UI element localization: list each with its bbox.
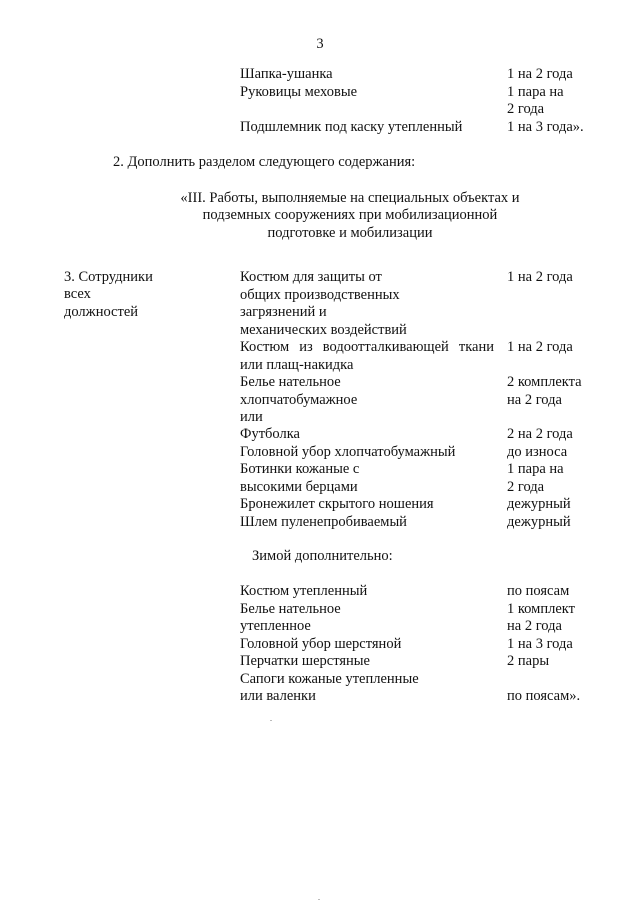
item-norm: на 2 года [507, 392, 562, 408]
item-name: Перчатки шерстяные [240, 653, 370, 669]
instruction-text: 2. Дополнить разделом следующего содержания: [113, 154, 416, 170]
page-number: 3 [316, 36, 324, 52]
item-norm: 2 на 2 года [507, 426, 573, 442]
item-name: загрязнений и [240, 304, 327, 320]
item-name: Головной убор хлопчатобумажный [240, 444, 456, 460]
item-name: Подшлемник под каску утепленный [240, 119, 463, 135]
item-norm: до износа [507, 444, 568, 460]
item-name: Шлем пуленепробиваемый [240, 514, 407, 530]
item-norm: 2 комплекта [507, 374, 582, 390]
item-norm: на 2 года [507, 618, 562, 634]
item-norm: 1 на 2 года [507, 269, 573, 285]
scan-speck [270, 720, 272, 721]
item-norm: 1 пара на [507, 461, 564, 477]
item-norm: 1 пара на [507, 84, 564, 100]
item-norm: 1 комплект [507, 601, 575, 617]
item-norm: 1 на 3 года [507, 636, 573, 652]
item-name: Руковицы меховые [240, 84, 357, 100]
item-name: Бронежилет скрытого ношения [240, 496, 434, 512]
category-line: всех [64, 286, 91, 303]
section-title [140, 190, 560, 242]
item-name-justified: Костюм из водоотталкивающей ткани [240, 339, 494, 355]
item-name: Сапоги кожаные утепленные [240, 671, 419, 687]
item-norm: дежурный [507, 496, 571, 512]
item-norm: по поясам». [507, 688, 581, 704]
item-name: утепленное [240, 618, 311, 634]
item-name: общих производственных [240, 287, 400, 303]
item-name: Костюм утепленный [240, 583, 368, 599]
item-name [240, 339, 494, 356]
item-norm: 1 на 3 года». [507, 119, 584, 135]
category-line: 3. Сотрудники [64, 269, 153, 285]
item-name: механических воздействий [240, 322, 407, 338]
item-name: Шапка-ушанка [240, 66, 333, 82]
item-name: Белье нательное [240, 374, 341, 390]
item-norm: дежурный [507, 514, 571, 530]
section-title-line: подземных сооружениях при мобилизационной [202, 207, 498, 224]
winter-heading: Зимой дополнительно: [252, 548, 393, 564]
item-name: высокими берцами [240, 479, 358, 495]
item-norm: 2 года [507, 479, 545, 495]
item-norm: 2 года [507, 101, 545, 117]
category-line: должностей [64, 303, 139, 320]
item-name: или [240, 409, 263, 425]
item-name: или валенки [240, 688, 316, 704]
employee-category [64, 269, 153, 321]
item-name: Костюм для защиты от [240, 269, 382, 285]
scan-speck [318, 899, 320, 900]
item-norm: 1 на 2 года [507, 339, 573, 355]
section-title-line: подготовке и мобилизации [267, 224, 433, 241]
item-name: или плащ-накидка [240, 357, 354, 373]
item-name: Белье нательное [240, 601, 341, 617]
item-norm: 1 на 2 года [507, 66, 573, 82]
item-norm: по поясам [507, 583, 570, 599]
item-name: хлопчатобумажное [240, 392, 358, 408]
item-name: Футболка [240, 426, 300, 442]
item-name: Головной убор шерстяной [240, 636, 402, 652]
section-title-line: «III. Работы, выполняемые на специальных объектах и [180, 190, 520, 206]
item-norm: 2 пары [507, 653, 550, 669]
item-name: Ботинки кожаные с [240, 461, 360, 477]
